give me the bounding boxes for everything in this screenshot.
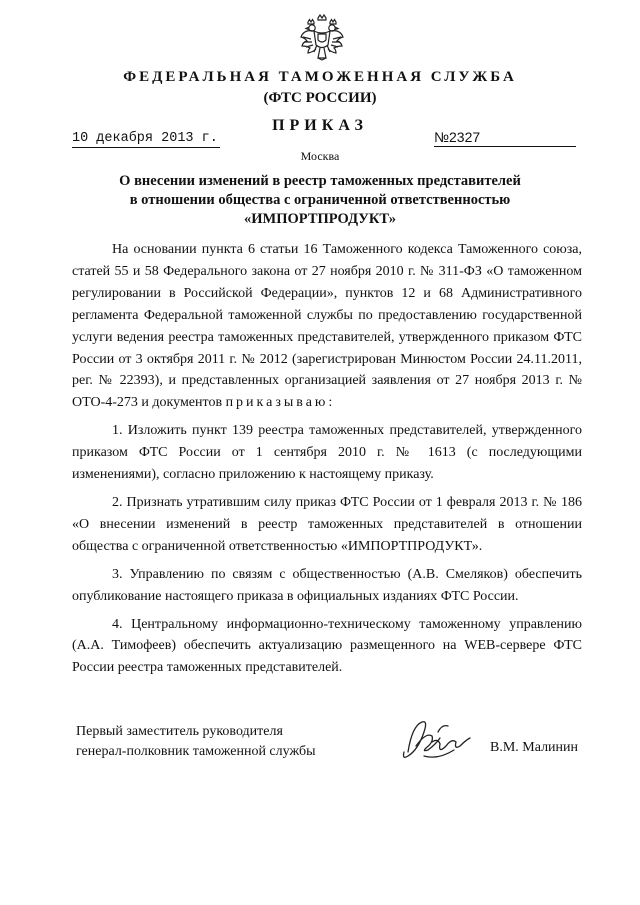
signatory-position-line-1: Первый заместитель руководителя [76,724,283,739]
order-title-line-3: «ИМПОРТПРОДУКТ» [244,211,396,227]
agency-name: ФЕДЕРАЛЬНАЯ ТАМОЖЕННАЯ СЛУЖБА [123,69,517,85]
agency-short-name: (ФТС РОССИИ) [263,90,377,106]
preamble-paragraph [72,239,582,414]
order-title-line-1: О внесении изменений в реестр таможенных представителей [119,173,521,189]
signatory-name: В.М. Малинин [490,740,579,755]
double-headed-eagle-emblem-icon [298,12,346,62]
order-item-1: 1. Изложить пункт 139 реестра таможенных представителей, утвержденного приказом ФТС России от 1 сентября 2010 г. № 1613 (с последующими изменениями), согласно приложению к настоящему приказу. [72,423,582,483]
signatory-position-line-2: генерал-полковник таможенной службы [76,744,316,759]
order-word: приказываю: [225,395,336,411]
order-number: №2327 [434,129,576,147]
order-item-2: 2. Признать утратившим силу приказ ФТС России от 1 февраля 2013 г. № 186 «О внесении изменений в реестр таможенных представителей в отношении общества с ограниченной ответственностью «ИМПОРТПРОДУКТ». [72,494,582,554]
order-title [60,172,580,229]
handwritten-signature-icon [398,712,474,776]
order-item-3: 3. Управлению по связям с общественностью (А.В. Смеляков) обеспечить опубликование настоящего приказа в официальных изданиях ФТС России. [72,566,582,604]
preamble-text: На основании пункта 6 статьи 16 Таможенного кодекса Таможенного союза, статей 55 и 58 Федерального закона от 27 ноября 2010 г. № 311-ФЗ «О таможенном регулировании в Российской Федерации», пунктов 12 и 68 Административного регламента Федеральной таможенной службы по предоставлению государственной услуги ведения реестра таможенных представителей, утвержденного приказом ФТС России от 3 октября 2011 г. № 2012 (зарегистрирован Минюстом России 24.11.2011, рег. № 22393), и представленных организацией заявления от 27 ноября 2013 г. № ОТО-4-273 и документов [72,242,582,411]
signatory-position [76,722,326,762]
order-date: 10 декабря 2013 г. [72,131,220,148]
document-type-heading: ПРИКАЗ [272,117,368,134]
order-city: Москва [300,149,340,163]
order-title-line-2: в отношении общества с ограниченной ответственностью [129,192,511,208]
order-body [72,239,582,685]
order-item-4: 4. Центральному информационно-техническому таможенному управлению (А.А. Тимофеев) обеспечить актуализацию размещенного на WEB-сервере ФТС России реестра таможенных представителей. [72,616,582,676]
